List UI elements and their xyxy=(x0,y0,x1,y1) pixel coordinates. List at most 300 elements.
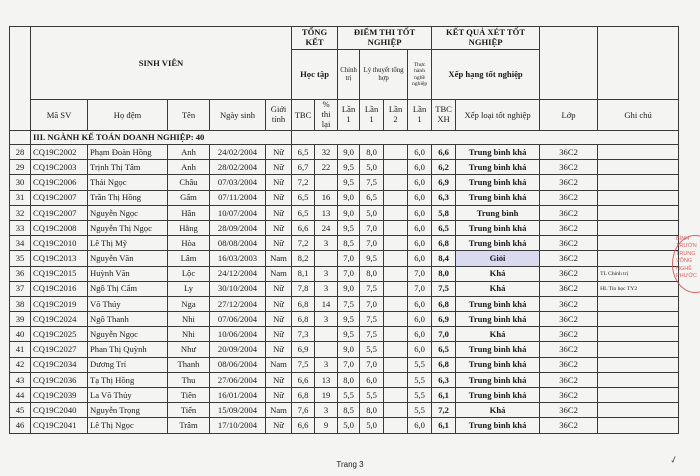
theory-score-1-cell: 7,5 xyxy=(360,312,384,327)
note-cell xyxy=(598,145,679,160)
given-name-cell: Anh xyxy=(168,145,210,160)
theory-score-2-cell xyxy=(384,205,408,220)
table-row xyxy=(10,388,679,403)
birth-date-cell: 24/02/2004 xyxy=(210,145,266,160)
gender-cell: Nam xyxy=(266,266,292,281)
surname-cell: Nguyễn Thị Ngọc xyxy=(88,220,168,235)
student-id-cell: CQ19C2040 xyxy=(31,403,88,418)
theory-score-2-cell xyxy=(384,296,408,311)
given-name-cell: Tiên xyxy=(168,388,210,403)
politics-score-cell: 9,0 xyxy=(338,145,360,160)
birth-date-cell: 20/09/2004 xyxy=(210,342,266,357)
rank-score-cell: 8,4 xyxy=(432,251,456,266)
given-name-cell: Nga xyxy=(168,296,210,311)
theory-score-2-cell xyxy=(384,418,408,433)
gender-cell: Nữ xyxy=(266,205,292,220)
retake-percent-cell xyxy=(315,175,338,190)
gender-cell: Nữ xyxy=(266,342,292,357)
chinh-tri-lan1-header: Lần 1 xyxy=(338,100,360,131)
given-name-cell: Lâm xyxy=(168,251,210,266)
politics-score-cell: 9,5 xyxy=(338,175,360,190)
rank-score-cell: 7,5 xyxy=(432,281,456,296)
rank-cell: Trung bình khá xyxy=(456,342,540,357)
ly-thuyet-lan2-header: Lần 2 xyxy=(384,100,408,131)
retake-percent-cell: 3 xyxy=(315,266,338,281)
surname-cell: Huỳnh Văn xyxy=(88,266,168,281)
gender-cell: Nữ xyxy=(266,190,292,205)
stt-cell: 28 xyxy=(10,145,31,160)
rank-score-cell: 6,8 xyxy=(432,357,456,372)
rank-cell: Giỏi xyxy=(456,251,540,266)
stt-cell: 46 xyxy=(10,418,31,433)
student-id-cell: CQ19C2006 xyxy=(31,175,88,190)
results-sheet xyxy=(9,26,679,434)
stt-cell: 29 xyxy=(10,160,31,175)
gpa-cell: 7,5 xyxy=(292,357,315,372)
politics-score-cell: 8,0 xyxy=(338,372,360,387)
given-name-cell: Thanh xyxy=(168,357,210,372)
politics-score-cell: 9,0 xyxy=(338,342,360,357)
practice-score-cell: 6,0 xyxy=(408,205,432,220)
gender-cell: Nữ xyxy=(266,220,292,235)
section-spacer xyxy=(292,131,679,145)
stt-cell: 43 xyxy=(10,372,31,387)
note-cell xyxy=(598,357,679,372)
birth-date-cell: 28/09/2004 xyxy=(210,220,266,235)
politics-score-cell: 9,5 xyxy=(338,327,360,342)
rank-cell: Trung bình khá xyxy=(456,236,540,251)
given-name-cell: Thu xyxy=(168,372,210,387)
gpa-cell: 6,6 xyxy=(292,418,315,433)
given-name-cell: Hằng xyxy=(168,220,210,235)
note-cell xyxy=(598,236,679,251)
class-cell: 36C2 xyxy=(540,372,598,387)
rank-cell: Trung bình khá xyxy=(456,296,540,311)
table-row xyxy=(10,220,679,235)
stamp-line: TRƯỜN xyxy=(676,243,697,250)
retake-percent-cell: 3 xyxy=(315,312,338,327)
gpa-cell: 6,8 xyxy=(292,388,315,403)
student-id-cell: CQ19C2024 xyxy=(31,312,88,327)
rank-score-cell: 6,9 xyxy=(432,175,456,190)
surname-cell: Dương Trí xyxy=(88,357,168,372)
theory-score-1-cell: 5,5 xyxy=(360,388,384,403)
gender-cell: Nữ xyxy=(266,372,292,387)
class-cell: 36C2 xyxy=(540,236,598,251)
gender-cell: Nam xyxy=(266,251,292,266)
rank-cell: Trung bình khá xyxy=(456,312,540,327)
class-cell: 36C2 xyxy=(540,190,598,205)
rank-cell: Trung bình khá xyxy=(456,388,540,403)
note-cell: TL Chính trị xyxy=(598,266,679,281)
birth-date-cell: 10/07/2004 xyxy=(210,205,266,220)
retake-percent-cell: 14 xyxy=(315,296,338,311)
practice-score-cell: 6,0 xyxy=(408,312,432,327)
theory-score-1-cell: 7,0 xyxy=(360,220,384,235)
student-id-cell: CQ19C2013 xyxy=(31,251,88,266)
stt-cell: 31 xyxy=(10,190,31,205)
class-cell: 36C2 xyxy=(540,220,598,235)
note-cell xyxy=(598,220,679,235)
retake-percent-cell xyxy=(315,251,338,266)
rank-score-cell: 6,8 xyxy=(432,296,456,311)
rank-score-cell: 6,8 xyxy=(432,236,456,251)
ngay-sinh-header: Ngày sinh xyxy=(210,100,266,131)
class-cell: 36C2 xyxy=(540,327,598,342)
stt-cell: 37 xyxy=(10,281,31,296)
practice-score-cell: 5,5 xyxy=(408,357,432,372)
surname-cell: Trần Thị Hồng xyxy=(88,190,168,205)
practice-score-cell: 5,5 xyxy=(408,388,432,403)
politics-score-cell: 8,5 xyxy=(338,403,360,418)
gpa-cell: 6,5 xyxy=(292,145,315,160)
theory-score-1-cell: 6,5 xyxy=(360,190,384,205)
gioi-tinh-header: Giới tính xyxy=(266,100,292,131)
gender-cell: Nữ xyxy=(266,418,292,433)
practice-score-cell: 5,5 xyxy=(408,372,432,387)
gpa-cell: 6,5 xyxy=(292,190,315,205)
retake-percent-cell: 19 xyxy=(315,388,338,403)
rank-score-cell: 6,1 xyxy=(432,418,456,433)
table-row xyxy=(10,357,679,372)
student-id-cell: CQ19C2041 xyxy=(31,418,88,433)
student-id-cell: CQ19C2015 xyxy=(31,266,88,281)
theory-score-1-cell: 5,0 xyxy=(360,160,384,175)
surname-cell: Tạ Thị Hồng xyxy=(88,372,168,387)
birth-date-cell: 07/03/2004 xyxy=(210,175,266,190)
hoc-tap-header: Học tập xyxy=(292,50,338,100)
gender-cell: Nữ xyxy=(266,236,292,251)
rank-score-cell: 6,6 xyxy=(432,145,456,160)
gpa-cell: 7,8 xyxy=(292,281,315,296)
table-row xyxy=(10,312,679,327)
theory-score-2-cell xyxy=(384,236,408,251)
surname-cell: Nguyễn Văn xyxy=(88,251,168,266)
theory-score-1-cell: 5,0 xyxy=(360,418,384,433)
birth-date-cell: 16/03/2003 xyxy=(210,251,266,266)
given-name-cell: Lộc xyxy=(168,266,210,281)
theory-score-2-cell xyxy=(384,388,408,403)
birth-date-cell: 28/02/2004 xyxy=(210,160,266,175)
gender-cell: Nam xyxy=(266,357,292,372)
birth-date-cell: 17/10/2004 xyxy=(210,418,266,433)
note-cell xyxy=(598,342,679,357)
surname-cell: La Võ Thủy xyxy=(88,388,168,403)
rank-cell: Khá xyxy=(456,327,540,342)
stt-cell: 41 xyxy=(10,342,31,357)
retake-percent-cell: 3 xyxy=(315,281,338,296)
given-name-cell: Tiến xyxy=(168,403,210,418)
rank-cell: Trung bình khá xyxy=(456,160,540,175)
student-id-cell: CQ19C2039 xyxy=(31,388,88,403)
gpa-cell: 6,6 xyxy=(292,220,315,235)
ly-thuyet-header: Lý thuyết tổng hợp xyxy=(360,50,408,100)
note-cell xyxy=(598,418,679,433)
theory-score-1-cell: 8,0 xyxy=(360,403,384,418)
table-row xyxy=(10,205,679,220)
practice-score-cell: 6,0 xyxy=(408,160,432,175)
politics-score-cell: 9,0 xyxy=(338,190,360,205)
theory-score-1-cell: 8,0 xyxy=(360,145,384,160)
retake-percent-cell: 32 xyxy=(315,145,338,160)
practice-score-cell: 6,0 xyxy=(408,251,432,266)
table-row xyxy=(10,266,679,281)
note-cell xyxy=(598,205,679,220)
theory-score-2-cell xyxy=(384,266,408,281)
note-cell xyxy=(598,327,679,342)
section-stt-cell xyxy=(10,131,31,145)
thuc-hanh-header: Thực hành nghề nghiệp xyxy=(408,50,432,100)
ghi-chu-header: Ghi chú xyxy=(598,100,679,131)
retake-percent-cell: 9 xyxy=(315,418,338,433)
student-id-cell: CQ19C2002 xyxy=(31,145,88,160)
given-name-cell: Nhi xyxy=(168,312,210,327)
retake-percent-cell: 13 xyxy=(315,205,338,220)
ly-thuyet-lan1-header: Lần 1 xyxy=(360,100,384,131)
student-id-cell: CQ19C2010 xyxy=(31,236,88,251)
stt-cell: 40 xyxy=(10,327,31,342)
class-cell: 36C2 xyxy=(540,418,598,433)
rank-score-cell: 6,1 xyxy=(432,388,456,403)
birth-date-cell: 15/09/2004 xyxy=(210,403,266,418)
student-id-cell: CQ19C2007 xyxy=(31,190,88,205)
table-row xyxy=(10,296,679,311)
retake-percent-cell: 16 xyxy=(315,190,338,205)
retake-percent-cell: 3 xyxy=(315,236,338,251)
diem-thi-header: ĐIỂM THI TỐT NGHIỆP xyxy=(338,27,432,50)
student-id-cell: CQ19C2016 xyxy=(31,281,88,296)
note-cell xyxy=(598,175,679,190)
rank-cell: Trung bình khá xyxy=(456,220,540,235)
rank-score-cell: 6,3 xyxy=(432,372,456,387)
birth-date-cell: 24/12/2004 xyxy=(210,266,266,281)
student-id-cell: CQ19C2034 xyxy=(31,357,88,372)
rank-score-cell: 7,0 xyxy=(432,327,456,342)
practice-score-cell: 7,0 xyxy=(408,281,432,296)
theory-score-2-cell xyxy=(384,251,408,266)
theory-score-1-cell: 7,0 xyxy=(360,296,384,311)
surname-cell: Võ Thúy xyxy=(88,296,168,311)
class-cell: 36C2 xyxy=(540,175,598,190)
rank-cell: Trung bình khá xyxy=(456,145,540,160)
practice-score-cell: 6,0 xyxy=(408,175,432,190)
practice-score-cell: 6,0 xyxy=(408,190,432,205)
birth-date-cell: 08/08/2004 xyxy=(210,236,266,251)
theory-score-2-cell xyxy=(384,160,408,175)
retake-percent-cell: 3 xyxy=(315,357,338,372)
gender-cell: Nữ xyxy=(266,175,292,190)
gpa-cell: 8,2 xyxy=(292,251,315,266)
class-cell: 36C2 xyxy=(540,357,598,372)
practice-score-cell: 6,0 xyxy=(408,220,432,235)
theory-score-1-cell: 7,0 xyxy=(360,357,384,372)
rank-score-cell: 7,2 xyxy=(432,403,456,418)
gpa-cell: 7,6 xyxy=(292,403,315,418)
theory-score-2-cell xyxy=(384,372,408,387)
gpa-cell: 8,1 xyxy=(292,266,315,281)
class-cell: 36C2 xyxy=(540,312,598,327)
retake-percent-cell xyxy=(315,327,338,342)
ghi-chu-header-top xyxy=(598,27,679,100)
table-row xyxy=(10,281,679,296)
gpa-cell: 7,2 xyxy=(292,236,315,251)
table-row xyxy=(10,372,679,387)
rank-score-cell: 6,5 xyxy=(432,342,456,357)
stamp-line: VÕNG xyxy=(676,258,693,265)
xep-loai-header: Xếp loại tốt nghiệp xyxy=(456,100,540,131)
politics-score-cell: 9,5 xyxy=(338,220,360,235)
table-row xyxy=(10,342,679,357)
note-cell xyxy=(598,251,679,266)
gpa-cell: 6,7 xyxy=(292,160,315,175)
theory-score-1-cell: 5,0 xyxy=(360,205,384,220)
politics-score-cell: 8,5 xyxy=(338,236,360,251)
surname-cell: Phạm Đoàn Hồng xyxy=(88,145,168,160)
theory-score-1-cell: 5,5 xyxy=(360,342,384,357)
birth-date-cell: 07/06/2004 xyxy=(210,312,266,327)
birth-date-cell: 30/10/2004 xyxy=(210,281,266,296)
student-id-cell: CQ19C2027 xyxy=(31,342,88,357)
politics-score-cell: 5,0 xyxy=(338,418,360,433)
given-name-cell: Hòa xyxy=(168,236,210,251)
practice-score-cell: 6,0 xyxy=(408,418,432,433)
class-cell: 36C2 xyxy=(540,296,598,311)
surname-cell: Nguyễn Ngọc xyxy=(88,327,168,342)
student-id-cell: CQ19C2008 xyxy=(31,220,88,235)
stt-cell: 36 xyxy=(10,266,31,281)
theory-score-1-cell: 6,0 xyxy=(360,372,384,387)
given-name-cell: Gấm xyxy=(168,190,210,205)
practice-score-cell: 6,0 xyxy=(408,236,432,251)
gpa-cell: 6,5 xyxy=(292,205,315,220)
graduation-results-table xyxy=(9,26,679,434)
note-cell xyxy=(598,388,679,403)
table-row xyxy=(10,145,679,160)
note-cell xyxy=(598,403,679,418)
ten-header: Tên xyxy=(168,100,210,131)
note-cell: HL Tin học TY2 xyxy=(598,281,679,296)
theory-score-1-cell: 9,5 xyxy=(360,251,384,266)
surname-cell: Lê Thị Ngọc xyxy=(88,418,168,433)
practice-score-cell: 6,0 xyxy=(408,296,432,311)
rank-score-cell: 6,9 xyxy=(432,312,456,327)
practice-score-cell: 6,0 xyxy=(408,342,432,357)
rank-score-cell: 8,0 xyxy=(432,266,456,281)
birth-date-cell: 07/11/2004 xyxy=(210,190,266,205)
surname-cell: Phan Thị Quỳnh xyxy=(88,342,168,357)
given-name-cell: Nhi xyxy=(168,327,210,342)
ma-sv-header: Mã SV xyxy=(31,100,88,131)
rank-score-cell: 6,5 xyxy=(432,220,456,235)
practice-score-cell: 6,0 xyxy=(408,327,432,342)
retake-percent-cell: 22 xyxy=(315,160,338,175)
retake-percent-cell: 24 xyxy=(315,220,338,235)
rank-score-cell: 6,2 xyxy=(432,160,456,175)
politics-score-cell: 9,0 xyxy=(338,205,360,220)
class-cell: 36C2 xyxy=(540,266,598,281)
theory-score-1-cell: 7,0 xyxy=(360,236,384,251)
gender-cell: Nam xyxy=(266,403,292,418)
rank-cell: Trung bình khá xyxy=(456,418,540,433)
surname-cell: Trịnh Thị Tâm xyxy=(88,160,168,175)
gpa-cell: 6,9 xyxy=(292,342,315,357)
rank-cell: Trung bình khá xyxy=(456,175,540,190)
theory-score-2-cell xyxy=(384,357,408,372)
page-footer: Trang 3 xyxy=(336,460,364,469)
xep-hang-header: Xếp hạng tốt nghiệp xyxy=(432,50,540,100)
class-cell: 36C2 xyxy=(540,342,598,357)
politics-score-cell: 7,0 xyxy=(338,266,360,281)
given-name-cell: Châu xyxy=(168,175,210,190)
note-cell xyxy=(598,190,679,205)
student-id-cell: CQ19C2007 xyxy=(31,205,88,220)
politics-score-cell: 7,5 xyxy=(338,296,360,311)
retake-percent-cell xyxy=(315,342,338,357)
gender-cell: Nữ xyxy=(266,145,292,160)
gender-cell: Nữ xyxy=(266,327,292,342)
table-row xyxy=(10,160,679,175)
rank-cell: Khá xyxy=(456,266,540,281)
stt-cell: 35 xyxy=(10,251,31,266)
given-name-cell: Hân xyxy=(168,205,210,220)
theory-score-2-cell xyxy=(384,281,408,296)
surname-cell: Thái Ngọc xyxy=(88,175,168,190)
table-row xyxy=(10,251,679,266)
class-cell: 36C2 xyxy=(540,281,598,296)
theory-score-2-cell xyxy=(384,175,408,190)
practice-score-cell: 6,0 xyxy=(408,145,432,160)
rank-score-cell: 6,3 xyxy=(432,190,456,205)
note-cell xyxy=(598,160,679,175)
table-row xyxy=(10,403,679,418)
gpa-cell: 7,2 xyxy=(292,175,315,190)
chinh-tri-header: Chính trị xyxy=(338,50,360,100)
stt-cell: 30 xyxy=(10,175,31,190)
surname-cell: Ngô Thị Cẩm xyxy=(88,281,168,296)
note-cell xyxy=(598,372,679,387)
surname-cell: Lê Thị Mỹ xyxy=(88,236,168,251)
theory-score-1-cell: 7,5 xyxy=(360,327,384,342)
class-cell: 36C2 xyxy=(540,160,598,175)
student-id-cell: CQ19C2025 xyxy=(31,327,88,342)
student-id-cell: CQ19C2019 xyxy=(31,296,88,311)
pct-thi-lai-header: % thi lại xyxy=(315,100,338,131)
rank-cell: Trung bình khá xyxy=(456,190,540,205)
gender-cell: Nữ xyxy=(266,312,292,327)
class-cell: 36C2 xyxy=(540,388,598,403)
stt-cell: 39 xyxy=(10,312,31,327)
practice-score-cell: 5,5 xyxy=(408,403,432,418)
table-row xyxy=(10,236,679,251)
politics-score-cell: 5,5 xyxy=(338,388,360,403)
politics-score-cell: 9,5 xyxy=(338,312,360,327)
given-name-cell: Như xyxy=(168,342,210,357)
tbc-xh-header: TBC XH xyxy=(432,100,456,131)
gender-cell: Nữ xyxy=(266,281,292,296)
theory-score-1-cell: 7,5 xyxy=(360,281,384,296)
surname-cell: Nguyễn Ngọc xyxy=(88,205,168,220)
theory-score-2-cell xyxy=(384,312,408,327)
stt-cell: 42 xyxy=(10,357,31,372)
thuc-hanh-lan1-header: Lần 1 xyxy=(408,100,432,131)
politics-score-cell: 7,0 xyxy=(338,251,360,266)
check-mark-icon: ✓ xyxy=(668,454,680,467)
lop-header: Lớp xyxy=(540,100,598,131)
table-row xyxy=(10,190,679,205)
stamp-line: NGHỀ xyxy=(676,265,692,272)
theory-score-1-cell: 8,0 xyxy=(360,266,384,281)
stt-cell: 44 xyxy=(10,388,31,403)
